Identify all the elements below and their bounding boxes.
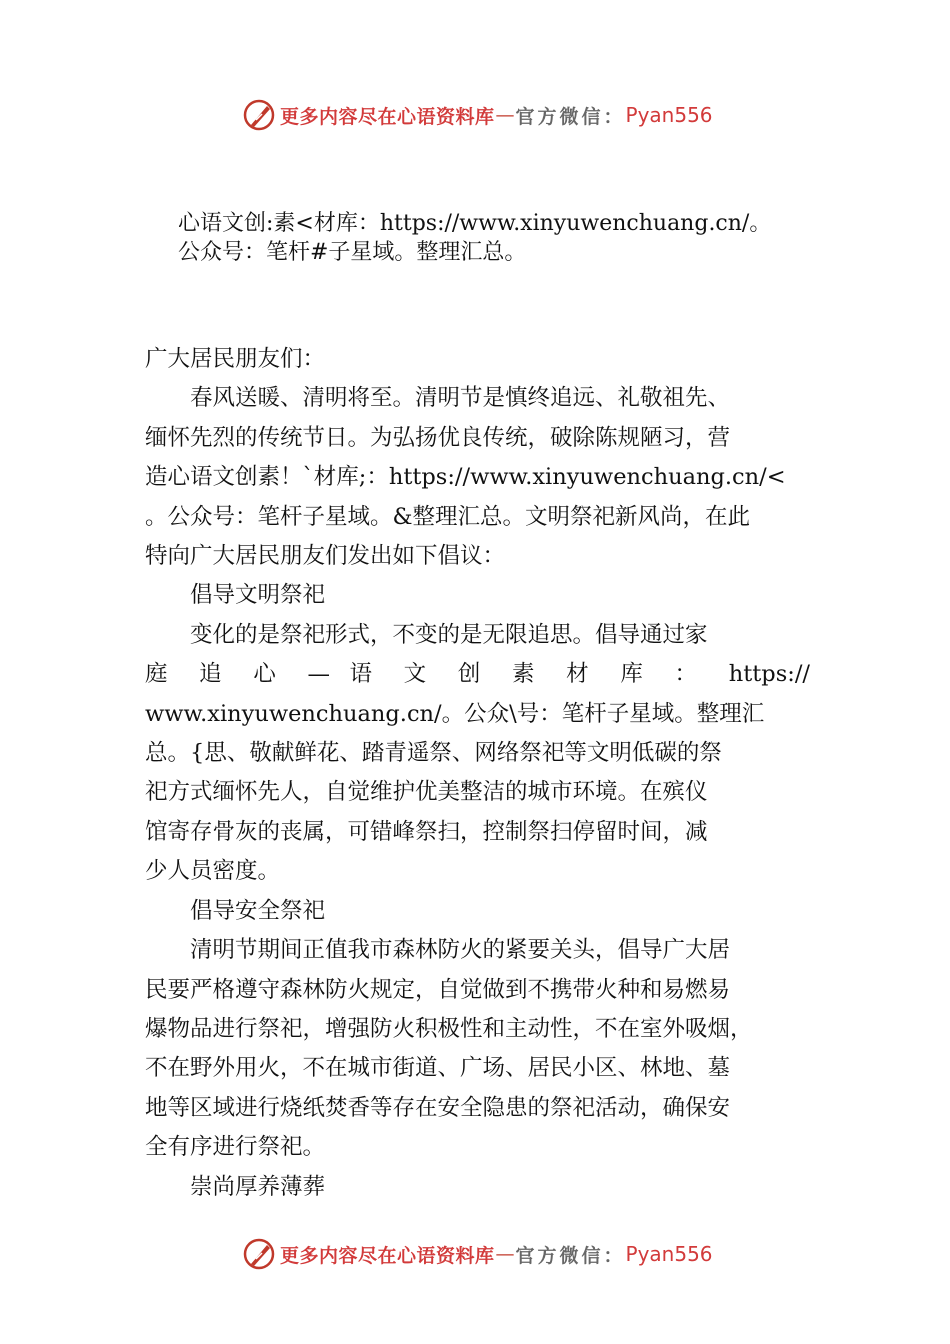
paragraph-line: 爆物品进行祭祀，增强防火积极性和主动性，不在室外吸烟， — [145, 1015, 753, 1042]
banner-prefix: 更多内容尽在心语资料库 — [280, 1244, 495, 1267]
paragraph-line: 特向广大居民朋友们发出如下倡议： — [145, 543, 506, 570]
banner-wechat-label: 官方微信： — [515, 105, 626, 128]
header-note-line: 心语文创:素<材库：https://www.xinyuwenchuang.cn/。 — [178, 211, 772, 236]
header-note-line: 公众号：笔杆#子星域。整理汇总。 — [178, 240, 527, 265]
banner-wechat-id: Pyan556 — [625, 103, 713, 127]
paragraph-line: 变化的是祭祀形式，不变的是无限追思。倡导通过家 — [190, 621, 708, 648]
paragraph-line: 总。{思、敬献鲜花、踏青遥祭、网络祭祀等文明低碳的祭 — [145, 740, 722, 767]
salutation: 广大居民朋友们： — [145, 346, 326, 372]
paragraph-line: www.xinyuwenchuang.cn/。公众\号：笔杆子星域。整理汇 — [145, 700, 765, 727]
paragraph-line: 祀方式缅怀先人，自觉维护优美整洁的城市环境。在殡仪 — [145, 779, 708, 806]
section-heading: 倡导文明祭祀 — [190, 582, 326, 609]
paragraph-line: 民要严格遵守森林防火规定，自觉做到不携带火种和易燃易 — [145, 976, 731, 1003]
banner-prefix: 更多内容尽在心语资料库 — [280, 105, 495, 128]
quill-logo-icon — [242, 98, 276, 132]
banner-wechat-id: Pyan556 — [625, 1242, 713, 1266]
footer-banner — [242, 1236, 713, 1272]
paragraph-line: 不在野外用火，不在城市街道、广场、居民小区、林地、墓 — [145, 1055, 731, 1082]
section-heading: 崇尚厚养薄葬 — [190, 1173, 326, 1200]
banner-dash: — — [495, 104, 515, 126]
banner-wechat-label: 官方微信： — [515, 1244, 626, 1267]
header-note — [178, 209, 858, 267]
section-heading: 倡导安全祭祀 — [190, 897, 326, 924]
paragraph-line: 地等区域进行烧纸焚香等存在安全隐患的祭祀活动，确保安 — [145, 1094, 731, 1121]
paragraph-line: 春风送暖、清明将至。清明节是慎终追远、礼敬祖先、 — [190, 385, 731, 412]
paragraph-line: 庭 追 心 — 语 文 创 素 材 库 ： https:// — [145, 661, 810, 688]
document-body — [145, 340, 810, 1207]
header-banner — [242, 97, 713, 133]
paragraph-line: 清明节期间正值我市森林防火的紧要关头，倡导广大居 — [190, 937, 731, 964]
paragraph-line: 馆寄存骨灰的丧属，可错峰祭扫，控制祭扫停留时间，减 — [145, 818, 708, 845]
paragraph-line: 全有序进行祭祀。 — [145, 1134, 326, 1161]
banner-dash: — — [495, 1243, 515, 1265]
paragraph-line: 少人员密度。 — [145, 858, 281, 885]
paragraph-line: 缅怀先烈的传统节日。为弘扬优良传统，破除陈规陋习，营 — [145, 424, 731, 451]
quill-logo-icon — [242, 1237, 276, 1271]
paragraph-line: 。公众号：笔杆子星域。&整理汇总。文明祭祀新风尚，在此 — [145, 503, 751, 530]
paragraph-line: 造心语文创素！`材库;：https://www.xinyuwenchuang.cn/< — [145, 464, 786, 491]
